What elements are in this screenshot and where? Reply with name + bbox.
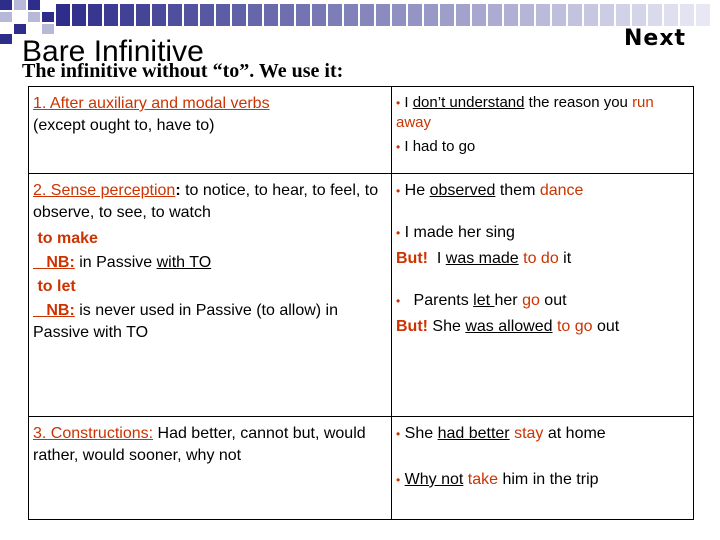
decor-bar-cell xyxy=(232,4,246,26)
table-row xyxy=(29,417,694,520)
nb-emphasis: with TO xyxy=(156,254,212,271)
example-infinitive: dance xyxy=(539,182,584,199)
example-text: out xyxy=(539,292,567,309)
decor-bar-cell xyxy=(136,4,150,26)
rule-heading: 2. Sense perception xyxy=(33,182,176,199)
example-infinitive: take xyxy=(463,471,499,488)
decor-bar-cell xyxy=(296,4,310,26)
decor-bar-cell xyxy=(184,4,198,26)
colon: : xyxy=(175,182,181,199)
decor-bar-cell xyxy=(408,4,422,26)
example-infinitive: go xyxy=(522,292,540,309)
next-button[interactable]: Next xyxy=(624,26,687,51)
example-verb: was allowed xyxy=(465,318,553,335)
decor-bar-cell xyxy=(200,4,214,26)
rules-table xyxy=(28,86,694,520)
decor-bar-cell xyxy=(280,4,294,26)
but-label: But! xyxy=(396,250,428,267)
example-cell xyxy=(392,174,694,417)
example-cell xyxy=(392,87,694,174)
decor-bar-cell xyxy=(456,4,470,26)
decor-bar-cell xyxy=(168,4,182,26)
rule-verbs: to notice, to hear, to feel, to observe, to see, to watch xyxy=(33,182,379,221)
decor-bar-cell xyxy=(488,4,502,26)
example-text: I xyxy=(427,250,446,267)
rule-heading: 3. Constructions: xyxy=(33,425,154,442)
table-row xyxy=(29,87,694,174)
example-text: them xyxy=(495,182,540,199)
example-text: I had to go xyxy=(404,138,476,155)
rule-cell xyxy=(29,417,392,520)
decor-bar-cell xyxy=(248,4,262,26)
decor-bar-cell xyxy=(440,4,454,26)
decor-bar-cell xyxy=(536,4,550,26)
example-infinitive: to do xyxy=(518,250,559,267)
example-infinitive: to go xyxy=(552,318,593,335)
example-verb: don’t understand xyxy=(412,94,525,111)
decor-bar-cell xyxy=(88,4,102,26)
decor-bar-cell xyxy=(392,4,406,26)
example-verb: had better xyxy=(437,425,510,442)
decor-bar-cell xyxy=(424,4,438,26)
example-cell xyxy=(392,417,694,520)
example-verb: let xyxy=(473,292,495,309)
page-subtitle: The infinitive without “to”. We use it: xyxy=(22,60,344,82)
decor-bar-cell xyxy=(504,4,518,26)
decor-bar-cell xyxy=(552,4,566,26)
decor-bar-cell xyxy=(344,4,358,26)
decor-bar-cell xyxy=(472,4,486,26)
table-row xyxy=(29,174,694,417)
decor-bar-cell xyxy=(360,4,374,26)
example-text: I made her sing xyxy=(404,224,515,241)
decor-bar-cell xyxy=(616,4,630,26)
decor-bar-cell xyxy=(520,4,534,26)
bullet-icon: • xyxy=(396,96,401,110)
page-title: Bare Infinitive xyxy=(22,35,204,68)
nb-label: NB: xyxy=(33,302,75,319)
decor-bar-cell xyxy=(216,4,230,26)
decor-bar-cell xyxy=(104,4,118,26)
bullet-icon: • xyxy=(396,184,401,198)
bullet-icon: • xyxy=(396,140,401,154)
decor-bar-cell xyxy=(312,4,326,26)
bullet-icon: • xyxy=(396,294,401,308)
decor-bar-cell xyxy=(632,4,646,26)
decor-bar-cell xyxy=(584,4,598,26)
example-verb: observed xyxy=(429,182,496,199)
example-text: She xyxy=(427,318,466,335)
bullet-icon: • xyxy=(396,226,401,240)
example-text: it xyxy=(558,250,572,267)
decor-bar-cell xyxy=(600,4,614,26)
example-text: He xyxy=(404,182,430,199)
decor-bar-cell xyxy=(696,4,710,26)
decor-bar-cell xyxy=(680,4,694,26)
example-text: at home xyxy=(543,425,606,442)
decor-bar-cell xyxy=(648,4,662,26)
rule-note: (except ought to, have to) xyxy=(33,117,215,134)
rule-text: Had better, cannot but, would rather, would sooner, why not xyxy=(33,425,366,464)
example-text: She xyxy=(404,425,438,442)
rule-cell xyxy=(29,174,392,417)
rule-cell xyxy=(29,87,392,174)
example-text: Parents xyxy=(404,292,474,309)
decor-bar-cell xyxy=(664,4,678,26)
bullet-icon: • xyxy=(396,473,401,487)
decor-bar-cell xyxy=(56,4,70,26)
nb-text: in Passive xyxy=(74,254,157,271)
decor-bar-cell xyxy=(264,4,278,26)
decor-bar-cell xyxy=(328,4,342,26)
example-text: out xyxy=(592,318,620,335)
nb-label: NB: xyxy=(33,254,75,271)
example-verb: Why not xyxy=(404,471,464,488)
decor-bar-cell xyxy=(152,4,166,26)
decor-bar-cell xyxy=(72,4,86,26)
example-text: I xyxy=(404,94,413,111)
but-label: But! xyxy=(396,318,428,335)
example-text: her xyxy=(494,292,523,309)
decor-bar-cell xyxy=(568,4,582,26)
bullet-icon: • xyxy=(396,427,401,441)
example-text: him in the trip xyxy=(498,471,599,488)
example-infinitive: stay xyxy=(509,425,544,442)
example-infinitive: run away xyxy=(396,94,654,131)
rule-heading: 1. After auxiliary and modal verbs xyxy=(33,95,270,112)
example-text: the reason you xyxy=(524,94,633,111)
to-let-label: to let xyxy=(33,278,76,295)
example-verb: was made xyxy=(445,250,519,267)
decor-bar-cell xyxy=(120,4,134,26)
to-make-label: to make xyxy=(33,230,98,247)
decor-bar-cell xyxy=(376,4,390,26)
nb-text: is never used in Passive (to allow) in Passive with TO xyxy=(33,302,339,341)
